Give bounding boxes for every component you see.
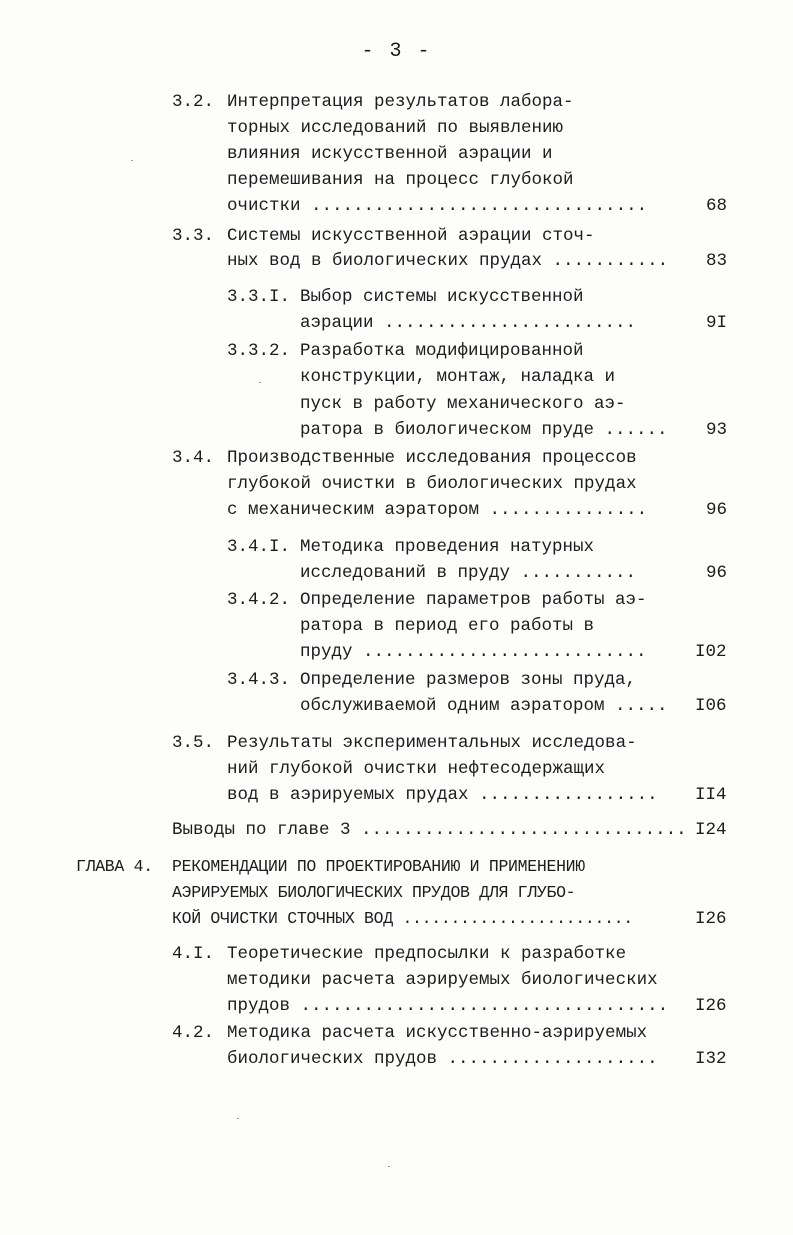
entry-number: 3.3.2. (227, 341, 291, 361)
entry-number: 3.4. (172, 448, 215, 468)
entry-page-number: II4 (695, 785, 727, 805)
entry-title-line: влияния искусственной аэрации и (227, 144, 553, 164)
entry-title-line: Определение размеров зоны пруда, (300, 670, 637, 690)
scan-speck (259, 382, 261, 383)
entry-title-leader: исследований в пруду ........... (300, 563, 637, 583)
entry-title-leader: прудов ................................... (227, 996, 669, 1016)
entry-number: 3.4.2. (227, 590, 291, 610)
entry-page-number: 83 (706, 251, 728, 271)
entry-number: 3.4.3. (227, 670, 291, 690)
page-number: - 3 - (361, 40, 432, 63)
chapter-title-leader: КОЙ ОЧИСТКИ СТОЧНЫХ ВОД ........................ (172, 909, 633, 928)
scan-speck (237, 1118, 239, 1119)
entry-page-number: I26 (695, 996, 727, 1016)
entry-title-line: Методика расчета искусственно-аэрируемых (227, 1023, 648, 1043)
entry-title-line: Интерпретация результатов лабора- (227, 92, 574, 112)
entry-number: 4.2. (172, 1023, 215, 1043)
chapter-title-line: РЕКОМЕНДАЦИИ ПО ПРОЕКТИРОВАНИЮ И ПРИМЕНЕНИЮ (172, 857, 585, 876)
entry-title-line: Результаты экспериментальных исследова- (227, 733, 637, 753)
entry-title-leader: аэрации ........................ (300, 313, 637, 333)
entry-title-line: Выбор системы искусственной (300, 287, 584, 307)
entry-title-leader: с механическим аэратором ............... (227, 500, 648, 520)
entry-page-number: I26 (695, 909, 727, 929)
entry-number: 3.3. (172, 226, 215, 246)
entry-title-line: ний глубокой очистки нефтесодержащих (227, 759, 606, 779)
chapter-label: ГЛАВА 4. (76, 857, 153, 876)
entry-title-line: конструкции, монтаж, наладка и (300, 367, 616, 387)
entry-title-line: Системы искусственной аэрации сточ- (227, 226, 595, 246)
entry-title-leader: ратора в биологическом пруде ...... (300, 420, 668, 440)
entry-title-line: Методика проведения натурных (300, 537, 595, 557)
entry-number: 3.3.I. (227, 287, 291, 307)
entry-title-leader: обслуживаемой одним аэратором ..... (300, 696, 668, 716)
entry-title-line: пуск в работу механического аэ- (300, 394, 626, 414)
entry-number: 3.5. (172, 733, 215, 753)
entry-title-line: Определение параметров работы аэ- (300, 590, 647, 610)
entry-page-number: 68 (706, 196, 728, 216)
entry-title-line: глубокой очистки в биологических прудах (227, 474, 637, 494)
entry-page-number: 9I (706, 313, 728, 333)
entry-title-line: ратора в период его работы в (300, 616, 595, 636)
entry-title-leader: вод в аэрируемых прудах ................. (227, 785, 658, 805)
entry-title-leader: ных вод в биологических прудах ........... (227, 251, 669, 271)
entry-title-line: Разработка модифицированной (300, 341, 584, 361)
entry-page-number: I32 (695, 1049, 727, 1069)
scan-speck (131, 160, 133, 161)
entry-number: 3.2. (172, 92, 215, 112)
entry-title-line: перемешивания на процесс глубокой (227, 170, 574, 190)
entry-page-number: 93 (706, 420, 728, 440)
chapter-title-line: АЭРИРУЕМЫХ БИОЛОГИЧЕСКИХ ПРУДОВ ДЛЯ ГЛУБО- (172, 883, 576, 902)
entry-page-number: 96 (706, 563, 728, 583)
entry-title-line: торных исследований по выявлению (227, 118, 564, 138)
entry-title-line: методики расчета аэрируемых биологических (227, 970, 658, 990)
entry-page-number: 96 (706, 500, 728, 520)
entry-page-number: I24 (695, 820, 727, 840)
entry-title-line: Производственные исследования процессов (227, 448, 637, 468)
entry-number: 4.I. (172, 944, 215, 964)
scan-speck (388, 1166, 390, 1167)
entry-title-leader: очистки ................................ (227, 196, 648, 216)
entry-page-number: I06 (695, 696, 727, 716)
entry-title-leader: биологических прудов .................... (227, 1049, 658, 1069)
entry-title-leader: Выводы по главе 3 ............................... (172, 820, 687, 840)
entry-title-line: Теоретические предпосылки к разработке (227, 944, 627, 964)
entry-page-number: I02 (695, 642, 727, 662)
entry-number: 3.4.I. (227, 537, 291, 557)
entry-title-leader: пруду ........................... (300, 642, 647, 662)
